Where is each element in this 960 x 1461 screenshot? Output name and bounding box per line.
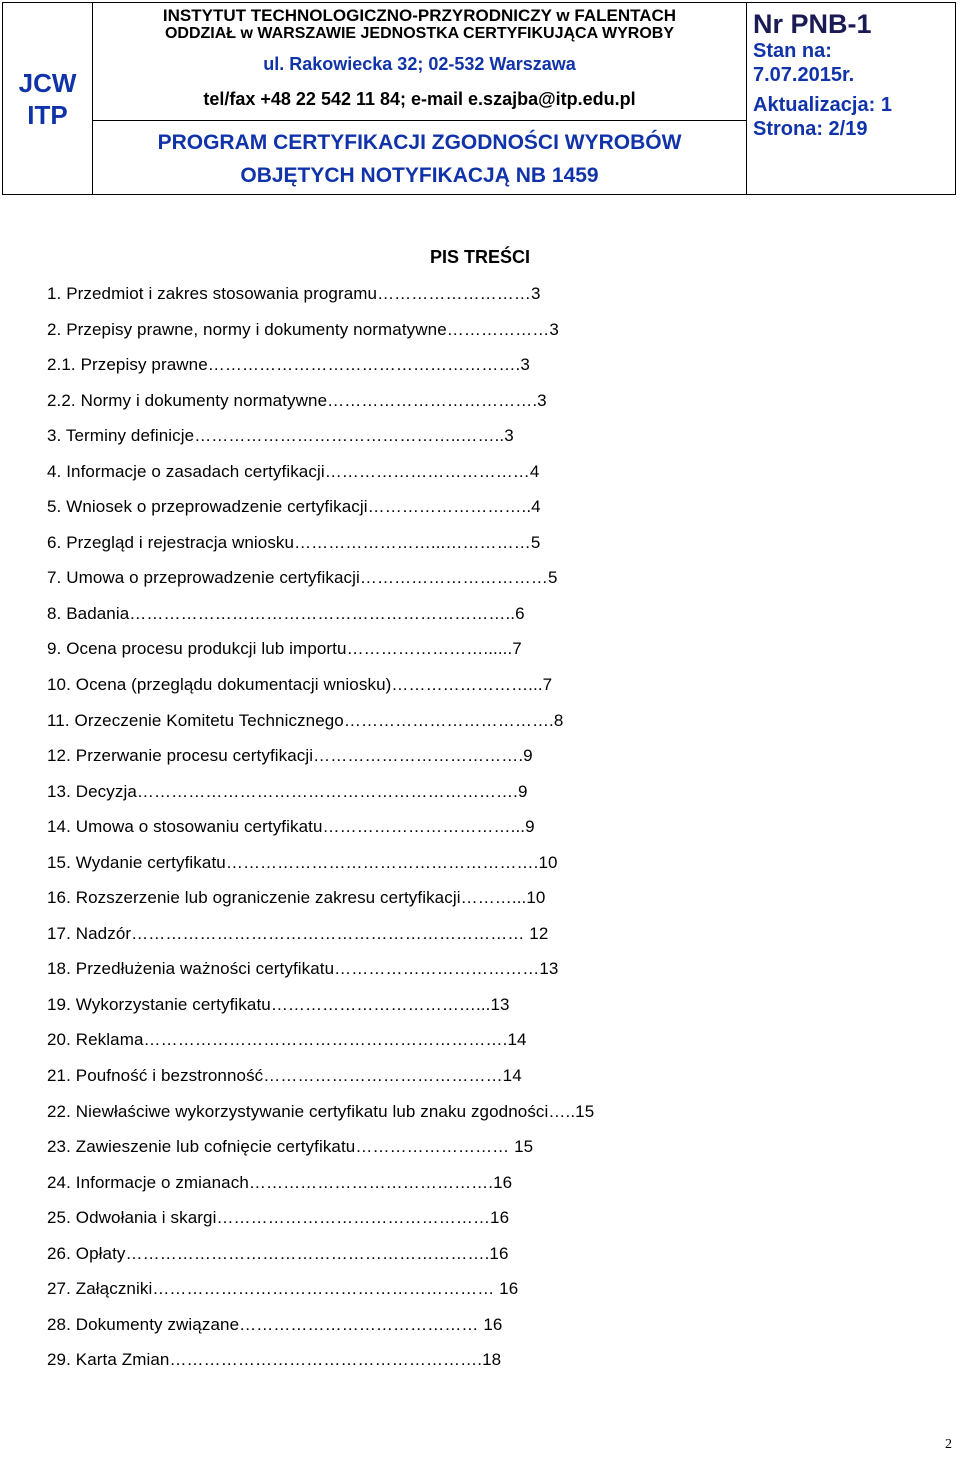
header-meta bbox=[747, 3, 955, 194]
toc-item[interactable]: 19. Wykorzystanie certyfikatu………………………………...13 bbox=[47, 994, 510, 1014]
logo-line-2: ITP bbox=[27, 99, 68, 130]
toc-item[interactable]: 23. Zawieszenie lub cofnięcie certyfikatu……………………… 15 bbox=[47, 1137, 534, 1157]
toc-item[interactable]: 1. Przedmiot i zakres stosowania programu………………………3 bbox=[47, 284, 541, 303]
program-title-line-1: PROGRAM CERTYFIKACJI ZGODNOŚCI WYROBÓW bbox=[157, 131, 682, 154]
toc-item[interactable]: 12. Przerwanie procesu certyfikacji……………………………….9 bbox=[47, 746, 533, 766]
toc-item[interactable]: 29. Karta Zmian……………………………………………….18 bbox=[47, 1350, 502, 1370]
toc-item[interactable]: 16. Rozszerzenie lub ograniczenie zakresu certyfikacji………...10 bbox=[47, 888, 546, 908]
toc-item[interactable]: 4. Informacje o zasadach certyfikacji………………………………4 bbox=[47, 461, 540, 481]
toc-title: PIS TREŚCI bbox=[429, 247, 531, 267]
toc-item[interactable]: 13. Decyzja………………………………………………………….9 bbox=[47, 781, 528, 801]
toc-item[interactable]: 21. Poufność i bezstronność……………………………………14 bbox=[47, 1066, 522, 1086]
toc-item[interactable]: 2.2. Normy i dokumenty normatywne……………………………….3 bbox=[47, 390, 547, 410]
logo bbox=[3, 3, 93, 194]
department-name: ODDZIAŁ w WARSZAWIE JEDNOSTKA CERTYFIKUJĄCA WYROBY bbox=[164, 25, 675, 42]
contact-info: tel/fax +48 22 542 11 84; e-mail e.szajba@itp.edu.pl bbox=[203, 89, 636, 109]
toc-item[interactable]: 27. Załączniki…………………………………………………… 16 bbox=[47, 1279, 519, 1299]
toc-item[interactable]: 14. Umowa o stosowaniu certyfikatu……………………………...9 bbox=[47, 817, 535, 837]
header-center bbox=[93, 3, 747, 194]
status-date: 7.07.2015r. bbox=[753, 64, 855, 86]
toc-item[interactable]: 25. Odwołania i skargi…………………………………………16 bbox=[47, 1208, 510, 1228]
document-header bbox=[2, 2, 956, 195]
status-label: Stan na: bbox=[753, 40, 832, 62]
logo-line-1: JCW bbox=[18, 67, 77, 98]
toc-item[interactable]: 5. Wniosek o przeprowadzenie certyfikacji………………………..4 bbox=[47, 497, 541, 517]
page-indicator: Strona: 2/19 bbox=[753, 118, 868, 140]
toc-item[interactable]: 18. Przedłużenia ważności certyfikatu………………………………13 bbox=[47, 959, 559, 979]
update-number: Aktualizacja: 1 bbox=[753, 94, 892, 116]
institute-name: INSTYTUT TECHNOLOGICZNO-PRZYRODNICZY w FALENTACH bbox=[162, 6, 677, 25]
toc-item[interactable]: 8. Badania…………………………………………………………..6 bbox=[47, 603, 525, 623]
toc-item[interactable]: 17. Nadzór…………………………………………………………… 12 bbox=[47, 923, 549, 943]
toc-item[interactable]: 24. Informacje o zmianach…………………………………….16 bbox=[47, 1172, 513, 1192]
header-divider bbox=[93, 120, 746, 121]
document-number: Nr PNB-1 bbox=[753, 9, 872, 39]
toc-item[interactable]: 11. Orzeczenie Komitetu Technicznego……………………………….8 bbox=[47, 710, 564, 730]
program-title-line-2: OBJĘTYCH NOTYFIKACJĄ NB 1459 bbox=[240, 164, 599, 187]
page-number: 2 bbox=[945, 1437, 952, 1452]
toc-item[interactable]: 15. Wydanie certyfikatu……………………………………………….10 bbox=[47, 852, 558, 872]
toc-item[interactable]: 9. Ocena procesu produkcji lub importu……………………......7 bbox=[47, 639, 522, 659]
toc-item[interactable]: 20. Reklama……………………………………………………….14 bbox=[47, 1030, 527, 1050]
toc-item[interactable]: 26. Opłaty……………………………………………………….16 bbox=[47, 1243, 509, 1263]
toc-item[interactable]: 6. Przegląd i rejestracja wniosku……………………...……………5 bbox=[47, 532, 541, 552]
toc-item[interactable]: 3. Terminy definicje………………………………………..……..3 bbox=[47, 426, 514, 446]
toc-item[interactable]: 7. Umowa o przeprowadzenie certyfikacji……………………………5 bbox=[47, 568, 558, 588]
toc-item[interactable]: 22. Niewłaściwe wykorzystywanie certyfikatu lub znaku zgodności…..15 bbox=[47, 1101, 595, 1121]
toc-item[interactable]: 2.1. Przepisy prawne……………………………………………….3 bbox=[47, 355, 530, 375]
table-of-contents bbox=[47, 283, 847, 1385]
address: ul. Rakowiecka 32; 02-532 Warszawa bbox=[263, 54, 576, 74]
toc-item[interactable]: 28. Dokumenty związane…………………………………… 16 bbox=[47, 1314, 503, 1334]
toc-item[interactable]: 10. Ocena (przeglądu dokumentacji wniosku)……………………...7 bbox=[47, 675, 553, 695]
toc-item[interactable]: 2. Przepisy prawne, normy i dokumenty normatywne………………3 bbox=[47, 319, 559, 339]
